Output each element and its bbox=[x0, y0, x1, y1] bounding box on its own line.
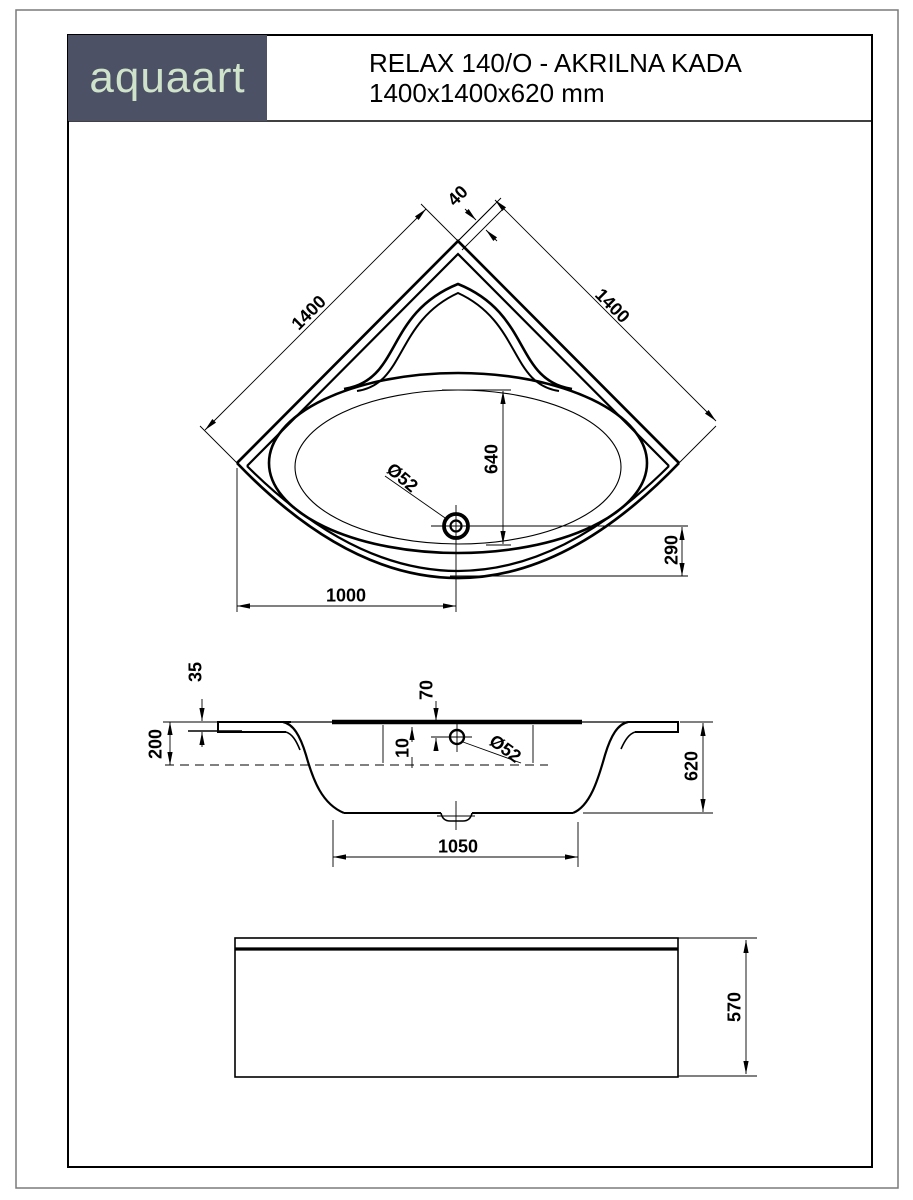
dim-label-total-height: 620 bbox=[681, 750, 702, 782]
top-view-linework bbox=[200, 198, 716, 612]
dim-label-overflow-diameter: Ø52 bbox=[485, 730, 525, 767]
dim-label-edge-offset: 10 bbox=[392, 737, 413, 759]
drawing-dimensions: 1400x1400x620 mm bbox=[369, 78, 605, 108]
logo bbox=[68, 35, 267, 121]
dim-label-rim-zone-depth: 200 bbox=[145, 728, 166, 760]
logo-text: aquaart bbox=[89, 53, 246, 102]
dim-label-drain-offset-front: 290 bbox=[661, 534, 682, 566]
drawing-title: RELAX 140/O - AKRILNA KADA bbox=[369, 48, 742, 78]
dim-label-panel-height: 570 bbox=[724, 991, 745, 1023]
dim-label-side-right: 1400 bbox=[591, 284, 634, 327]
dim-label-drain-diameter: Ø52 bbox=[382, 459, 422, 497]
dim-label-overflow-offset: 70 bbox=[416, 679, 437, 701]
dim-label-side-left: 1400 bbox=[287, 291, 330, 334]
dim-label-lip-thickness: 35 bbox=[185, 661, 206, 683]
dim-label-basin-length: 640 bbox=[481, 443, 502, 475]
dim-label-drain-distance: 1000 bbox=[325, 585, 367, 606]
front-view-linework bbox=[235, 938, 757, 1077]
dim-label-bottom-width: 1050 bbox=[437, 836, 479, 857]
dim-label-rim-width: 40 bbox=[443, 181, 472, 210]
title-block bbox=[369, 48, 742, 108]
